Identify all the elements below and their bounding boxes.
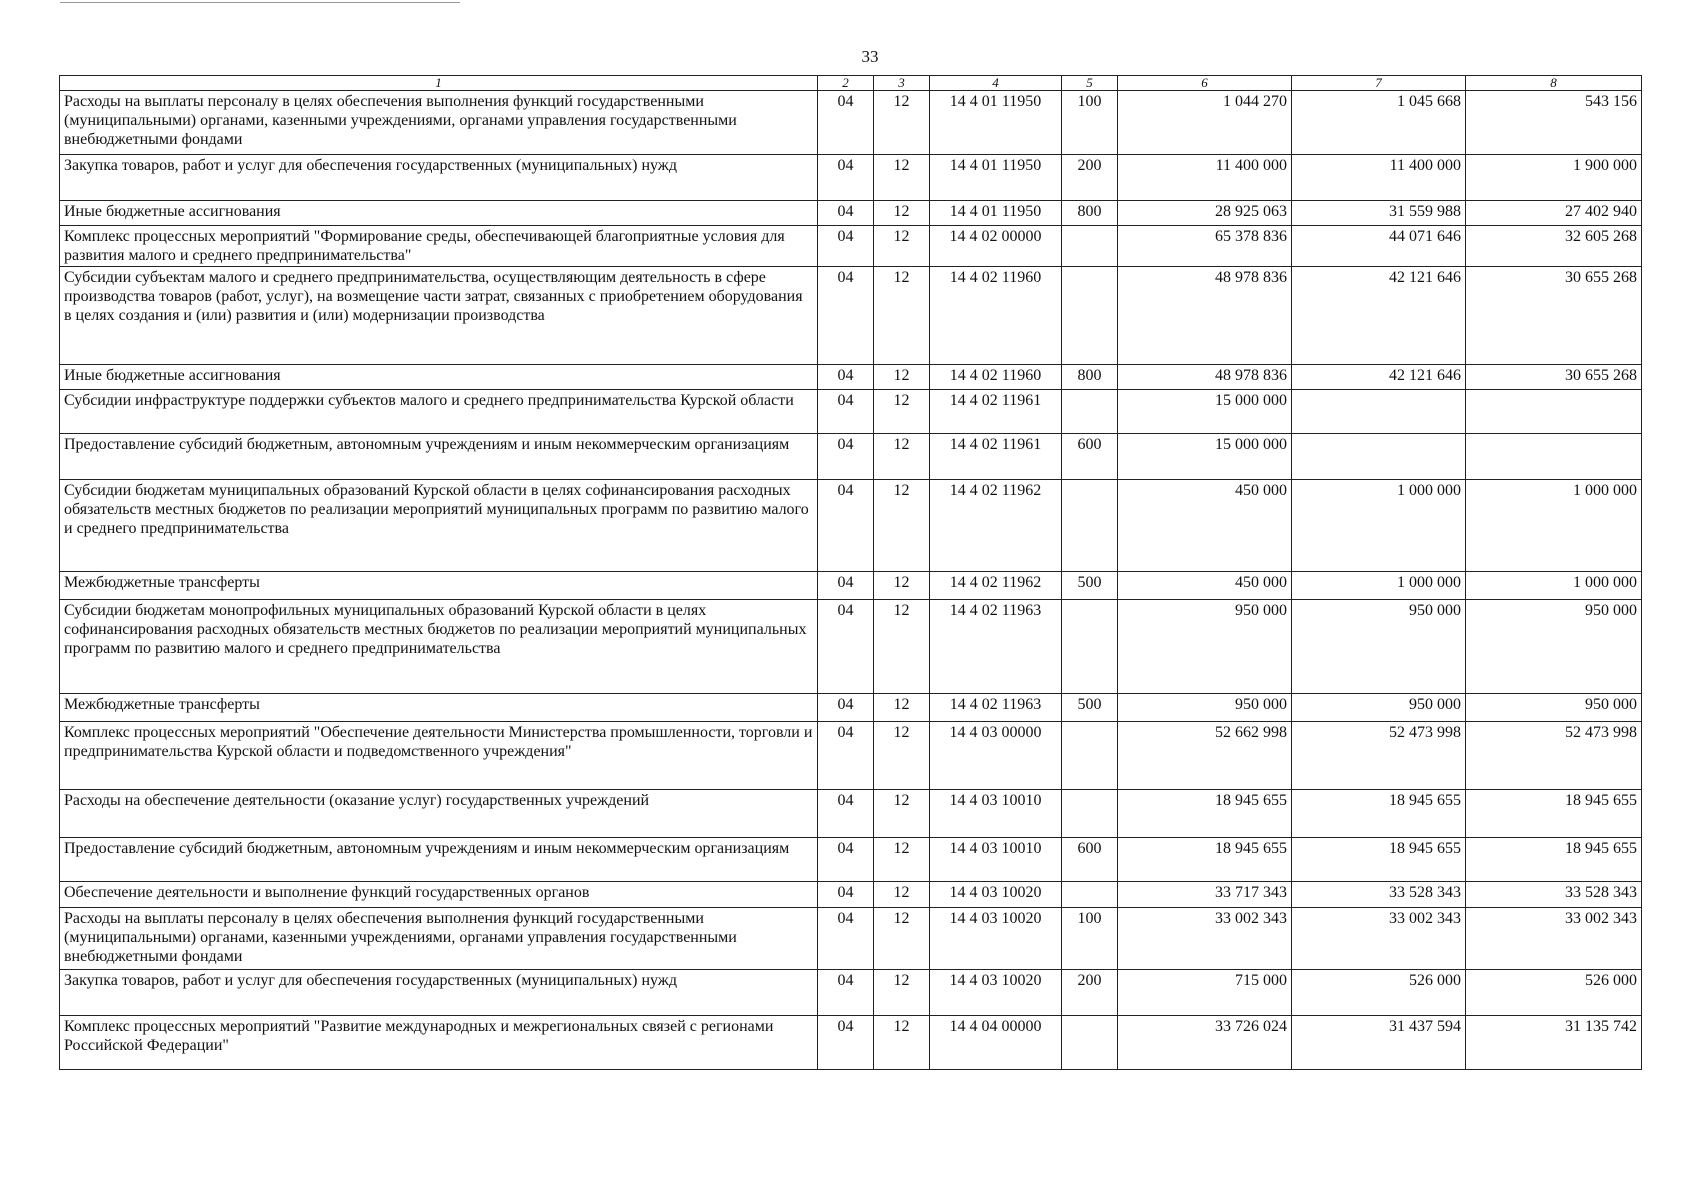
row-name: Обеспечение деятельности и выполнение функций государственных органов xyxy=(60,882,818,908)
row-value-1: 33 002 343 xyxy=(1118,908,1292,970)
table-row xyxy=(60,390,1642,434)
row-value-2: 950 000 xyxy=(1292,694,1466,722)
row-value-2: 11 400 000 xyxy=(1292,155,1466,201)
header-col-3: 3 xyxy=(874,76,930,91)
row-expense-type: 100 xyxy=(1062,908,1118,970)
table-row xyxy=(60,267,1642,365)
table-row xyxy=(60,722,1642,790)
row-subsection: 12 xyxy=(874,572,930,600)
row-section: 04 xyxy=(818,970,874,1016)
row-subsection: 12 xyxy=(874,838,930,882)
row-expense-type xyxy=(1062,1016,1118,1070)
row-value-1: 65 378 836 xyxy=(1118,226,1292,267)
row-name: Межбюджетные трансферты xyxy=(60,572,818,600)
row-value-1: 18 945 655 xyxy=(1118,838,1292,882)
row-value-3: 18 945 655 xyxy=(1466,838,1642,882)
row-value-1: 15 000 000 xyxy=(1118,434,1292,480)
header-col-7: 7 xyxy=(1292,76,1466,91)
row-value-1: 450 000 xyxy=(1118,572,1292,600)
row-value-3 xyxy=(1466,434,1642,480)
row-expense-type: 200 xyxy=(1062,155,1118,201)
row-value-1: 48 978 836 xyxy=(1118,365,1292,390)
row-value-1: 28 925 063 xyxy=(1118,201,1292,226)
row-expense-type: 600 xyxy=(1062,838,1118,882)
row-section: 04 xyxy=(818,600,874,694)
row-value-2: 42 121 646 xyxy=(1292,365,1466,390)
budget-table xyxy=(59,75,1642,1070)
row-subsection: 12 xyxy=(874,226,930,267)
row-value-3: 30 655 268 xyxy=(1466,365,1642,390)
row-section: 04 xyxy=(818,365,874,390)
row-value-1: 33 726 024 xyxy=(1118,1016,1292,1070)
row-value-3: 27 402 940 xyxy=(1466,201,1642,226)
row-subsection: 12 xyxy=(874,365,930,390)
row-section: 04 xyxy=(818,390,874,434)
row-section: 04 xyxy=(818,838,874,882)
table-row xyxy=(60,694,1642,722)
row-value-2: 1 000 000 xyxy=(1292,572,1466,600)
table-row xyxy=(60,155,1642,201)
row-name: Закупка товаров, работ и услуг для обеспечения государственных (муниципальных) нужд xyxy=(60,155,818,201)
row-target-article: 14 4 03 10010 xyxy=(930,838,1062,882)
row-name: Субсидии бюджетам монопрофильных муниципальных образований Курской области в целях софинансирования расходных обязательств местных бюджетов по реализации мероприятий муниципальных программ по развитию малого и среднего предпринимательства xyxy=(60,600,818,694)
row-value-2: 526 000 xyxy=(1292,970,1466,1016)
row-expense-type xyxy=(1062,480,1118,572)
row-name: Предоставление субсидий бюджетным, автономным учреждениям и иным некоммерческим организациям xyxy=(60,434,818,480)
table-row xyxy=(60,908,1642,970)
row-name: Комплекс процессных мероприятий "Развитие международных и межрегиональных связей с регионами Российской Федерации" xyxy=(60,1016,818,1070)
row-section: 04 xyxy=(818,1016,874,1070)
row-target-article: 14 4 03 10020 xyxy=(930,908,1062,970)
row-value-2: 1 045 668 xyxy=(1292,91,1466,155)
table-row xyxy=(60,882,1642,908)
row-expense-type: 800 xyxy=(1062,201,1118,226)
row-name: Межбюджетные трансферты xyxy=(60,694,818,722)
row-value-3: 33 528 343 xyxy=(1466,882,1642,908)
row-section: 04 xyxy=(818,480,874,572)
row-value-3: 526 000 xyxy=(1466,970,1642,1016)
row-expense-type xyxy=(1062,790,1118,838)
row-name: Иные бюджетные ассигнования xyxy=(60,201,818,226)
header-col-5: 5 xyxy=(1062,76,1118,91)
row-expense-type xyxy=(1062,390,1118,434)
row-name: Иные бюджетные ассигнования xyxy=(60,365,818,390)
row-value-3: 1 000 000 xyxy=(1466,480,1642,572)
row-value-1: 15 000 000 xyxy=(1118,390,1292,434)
row-expense-type xyxy=(1062,722,1118,790)
row-section: 04 xyxy=(818,908,874,970)
row-subsection: 12 xyxy=(874,600,930,694)
row-value-1: 11 400 000 xyxy=(1118,155,1292,201)
scan-artifact-line xyxy=(60,2,460,3)
row-expense-type xyxy=(1062,226,1118,267)
row-value-2: 44 071 646 xyxy=(1292,226,1466,267)
table-row xyxy=(60,572,1642,600)
row-target-article: 14 4 02 11961 xyxy=(930,434,1062,480)
page-number: 33 xyxy=(861,47,879,66)
row-subsection: 12 xyxy=(874,1016,930,1070)
row-expense-type: 200 xyxy=(1062,970,1118,1016)
row-target-article: 14 4 02 11960 xyxy=(930,267,1062,365)
row-section: 04 xyxy=(818,790,874,838)
row-value-1: 1 044 270 xyxy=(1118,91,1292,155)
row-value-2 xyxy=(1292,434,1466,480)
row-subsection: 12 xyxy=(874,970,930,1016)
row-value-2: 18 945 655 xyxy=(1292,838,1466,882)
row-subsection: 12 xyxy=(874,201,930,226)
row-target-article: 14 4 03 10010 xyxy=(930,790,1062,838)
table-row xyxy=(60,600,1642,694)
row-value-2: 1 000 000 xyxy=(1292,480,1466,572)
row-expense-type xyxy=(1062,882,1118,908)
row-subsection: 12 xyxy=(874,267,930,365)
row-expense-type: 500 xyxy=(1062,572,1118,600)
row-section: 04 xyxy=(818,434,874,480)
row-name: Субсидии субъектам малого и среднего предпринимательства, осуществляющим деятельность в сфере производства товаров (работ, услуг), на возмещение части затрат, связанных с приобретением оборудования в целях создания и (или) развития и (или) модернизации производства xyxy=(60,267,818,365)
row-target-article: 14 4 03 10020 xyxy=(930,970,1062,1016)
row-expense-type: 500 xyxy=(1062,694,1118,722)
row-target-article: 14 4 01 11950 xyxy=(930,201,1062,226)
row-name: Предоставление субсидий бюджетным, автономным учреждениям и иным некоммерческим организациям xyxy=(60,838,818,882)
row-value-3: 543 156 xyxy=(1466,91,1642,155)
table-row xyxy=(60,970,1642,1016)
row-subsection: 12 xyxy=(874,155,930,201)
table-row xyxy=(60,365,1642,390)
row-target-article: 14 4 03 00000 xyxy=(930,722,1062,790)
row-target-article: 14 4 03 10020 xyxy=(930,882,1062,908)
row-target-article: 14 4 02 00000 xyxy=(930,226,1062,267)
row-subsection: 12 xyxy=(874,694,930,722)
row-value-3: 950 000 xyxy=(1466,694,1642,722)
row-value-3: 33 002 343 xyxy=(1466,908,1642,970)
row-subsection: 12 xyxy=(874,434,930,480)
row-value-3: 1 900 000 xyxy=(1466,155,1642,201)
row-value-1: 450 000 xyxy=(1118,480,1292,572)
row-name: Комплекс процессных мероприятий "Формирование среды, обеспечивающей благоприятные условия для развития малого и среднего предпринимательства" xyxy=(60,226,818,267)
row-value-1: 52 662 998 xyxy=(1118,722,1292,790)
row-value-2: 33 002 343 xyxy=(1292,908,1466,970)
row-target-article: 14 4 01 11950 xyxy=(930,155,1062,201)
row-subsection: 12 xyxy=(874,722,930,790)
table-row xyxy=(60,434,1642,480)
row-target-article: 14 4 02 11960 xyxy=(930,365,1062,390)
row-value-3: 30 655 268 xyxy=(1466,267,1642,365)
row-value-3: 31 135 742 xyxy=(1466,1016,1642,1070)
table-row xyxy=(60,790,1642,838)
row-name: Субсидии инфраструктуре поддержки субъектов малого и среднего предпринимательства Курской области xyxy=(60,390,818,434)
row-expense-type xyxy=(1062,600,1118,694)
row-value-3: 32 605 268 xyxy=(1466,226,1642,267)
table-row xyxy=(60,201,1642,226)
row-value-3: 1 000 000 xyxy=(1466,572,1642,600)
row-section: 04 xyxy=(818,226,874,267)
row-subsection: 12 xyxy=(874,480,930,572)
row-subsection: 12 xyxy=(874,390,930,434)
row-name: Расходы на выплаты персоналу в целях обеспечения выполнения функций государственными (муниципальными) органами, казенными учреждениями, органами управления государственными внебюджетными фондами xyxy=(60,908,818,970)
row-name: Комплекс процессных мероприятий "Обеспечение деятельности Министерства промышленности, торговли и предпринимательства Курской области и подведомственного учреждения" xyxy=(60,722,818,790)
table-body xyxy=(60,91,1642,1070)
header-col-8: 8 xyxy=(1466,76,1642,91)
table-row xyxy=(60,226,1642,267)
row-value-1: 18 945 655 xyxy=(1118,790,1292,838)
row-expense-type xyxy=(1062,267,1118,365)
row-expense-type: 600 xyxy=(1062,434,1118,480)
row-subsection: 12 xyxy=(874,908,930,970)
row-name: Закупка товаров, работ и услуг для обеспечения государственных (муниципальных) нужд xyxy=(60,970,818,1016)
header-row xyxy=(60,76,1642,91)
row-section: 04 xyxy=(818,91,874,155)
header-col-4: 4 xyxy=(930,76,1062,91)
row-value-2: 950 000 xyxy=(1292,600,1466,694)
row-value-3: 52 473 998 xyxy=(1466,722,1642,790)
row-value-2: 52 473 998 xyxy=(1292,722,1466,790)
row-name: Субсидии бюджетам муниципальных образований Курской области в целях софинансирования расходных обязательств местных бюджетов по реализации мероприятий муниципальных программ по развитию малого и среднего предпринимательства xyxy=(60,480,818,572)
header-col-6: 6 xyxy=(1118,76,1292,91)
row-value-3: 950 000 xyxy=(1466,600,1642,694)
header-col-1: 1 xyxy=(60,76,818,91)
row-section: 04 xyxy=(818,722,874,790)
row-section: 04 xyxy=(818,694,874,722)
row-target-article: 14 4 02 11962 xyxy=(930,480,1062,572)
row-expense-type: 100 xyxy=(1062,91,1118,155)
row-target-article: 14 4 02 11963 xyxy=(930,694,1062,722)
row-value-2: 18 945 655 xyxy=(1292,790,1466,838)
row-value-3: 18 945 655 xyxy=(1466,790,1642,838)
row-section: 04 xyxy=(818,572,874,600)
row-value-3 xyxy=(1466,390,1642,434)
row-value-1: 950 000 xyxy=(1118,694,1292,722)
row-value-2 xyxy=(1292,390,1466,434)
row-expense-type: 800 xyxy=(1062,365,1118,390)
row-value-1: 33 717 343 xyxy=(1118,882,1292,908)
row-target-article: 14 4 01 11950 xyxy=(930,91,1062,155)
row-section: 04 xyxy=(818,882,874,908)
row-value-1: 715 000 xyxy=(1118,970,1292,1016)
row-section: 04 xyxy=(818,201,874,226)
row-value-2: 42 121 646 xyxy=(1292,267,1466,365)
table-row xyxy=(60,91,1642,155)
row-target-article: 14 4 02 11962 xyxy=(930,572,1062,600)
row-target-article: 14 4 04 00000 xyxy=(930,1016,1062,1070)
row-value-2: 33 528 343 xyxy=(1292,882,1466,908)
header-col-2: 2 xyxy=(818,76,874,91)
row-value-2: 31 559 988 xyxy=(1292,201,1466,226)
row-subsection: 12 xyxy=(874,91,930,155)
row-value-1: 48 978 836 xyxy=(1118,267,1292,365)
row-subsection: 12 xyxy=(874,882,930,908)
table-row xyxy=(60,1016,1642,1070)
row-subsection: 12 xyxy=(874,790,930,838)
table-row xyxy=(60,838,1642,882)
row-section: 04 xyxy=(818,155,874,201)
table-row xyxy=(60,480,1642,572)
row-name: Расходы на обеспечение деятельности (оказание услуг) государственных учреждений xyxy=(60,790,818,838)
row-section: 04 xyxy=(818,267,874,365)
row-target-article: 14 4 02 11963 xyxy=(930,600,1062,694)
row-name: Расходы на выплаты персоналу в целях обеспечения выполнения функций государственными (муниципальными) органами, казенными учреждениями, органами управления государственными внебюджетными фондами xyxy=(60,91,818,155)
row-target-article: 14 4 02 11961 xyxy=(930,390,1062,434)
row-value-2: 31 437 594 xyxy=(1292,1016,1466,1070)
row-value-1: 950 000 xyxy=(1118,600,1292,694)
